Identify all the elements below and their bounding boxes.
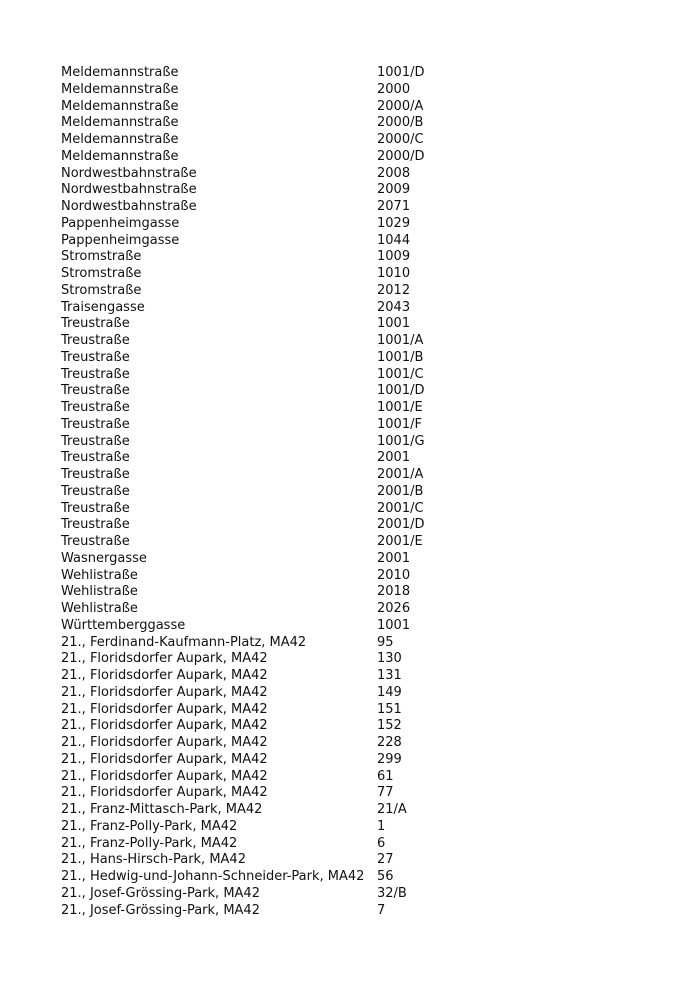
object-number: 2001	[377, 550, 411, 566]
object-number: 228	[377, 735, 402, 750]
object-number: 2000/B	[377, 115, 424, 131]
table-row	[61, 584, 621, 601]
street-name: Wehlistraße	[61, 567, 138, 583]
table-row	[61, 450, 621, 467]
street-name: 21., Floridsdorfer Aupark, MA42	[61, 668, 268, 683]
object-number: 299	[377, 751, 402, 767]
table-row	[61, 702, 621, 719]
street-name: Treustraße	[61, 416, 130, 432]
address-table	[61, 65, 621, 919]
street-name: Stromstraße	[61, 282, 142, 298]
table-row	[61, 903, 621, 920]
street-name: Treustraße	[61, 433, 130, 449]
object-number: 2026	[377, 601, 411, 616]
street-name: Treustraße	[61, 383, 130, 399]
street-name: 21., Ferdinand-Kaufmann-Platz, MA42	[61, 634, 307, 650]
object-number: 1001	[377, 617, 411, 633]
table-row	[61, 484, 621, 501]
table-row	[61, 115, 621, 132]
object-number: 131	[377, 668, 402, 683]
street-name: Meldemannstraße	[61, 115, 179, 131]
street-name: Württemberggasse	[61, 617, 186, 633]
object-number: 2009	[377, 182, 411, 198]
street-name: Nordwestbahnstraße	[61, 165, 197, 181]
table-row	[61, 166, 621, 183]
object-number: 1001/A	[377, 333, 424, 348]
table-row	[61, 149, 621, 166]
table-row	[61, 752, 621, 769]
object-number: 2012	[377, 282, 411, 298]
object-number: 2043	[377, 299, 411, 315]
table-row	[61, 383, 621, 400]
table-row	[61, 802, 621, 819]
table-row	[61, 819, 621, 836]
street-name: 21., Floridsdorfer Aupark, MA42	[61, 718, 268, 734]
object-number: 2000	[377, 81, 411, 97]
table-row	[61, 501, 621, 518]
table-row	[61, 635, 621, 652]
object-number: 151	[377, 701, 402, 717]
table-row	[61, 651, 621, 668]
street-name: Treustraße	[61, 316, 130, 332]
street-name: 21., Floridsdorfer Aupark, MA42	[61, 751, 268, 767]
table-row	[61, 300, 621, 317]
object-number: 1009	[377, 249, 411, 265]
table-row	[61, 852, 621, 869]
street-name: 21., Floridsdorfer Aupark, MA42	[61, 735, 268, 750]
object-number: 1	[377, 818, 386, 834]
object-number: 6	[377, 835, 386, 851]
table-row	[61, 668, 621, 685]
object-number: 1001/C	[377, 366, 424, 382]
object-number: 56	[377, 869, 394, 884]
table-row	[61, 869, 621, 886]
object-number: 152	[377, 718, 402, 734]
object-number: 2001/A	[377, 467, 424, 482]
street-name: Wehlistraße	[61, 601, 138, 616]
object-number: 2008	[377, 165, 411, 181]
street-name: Stromstraße	[61, 266, 142, 281]
street-name: 21., Floridsdorfer Aupark, MA42	[61, 701, 268, 717]
object-number: 7	[377, 902, 386, 918]
object-number: 77	[377, 785, 394, 801]
object-number: 2000/D	[377, 148, 425, 164]
street-name: Nordwestbahnstraße	[61, 182, 197, 198]
object-number: 21/A	[377, 802, 407, 817]
street-name: 21., Josef-Grössing-Park, MA42	[61, 885, 260, 901]
street-name: 21., Floridsdorfer Aupark, MA42	[61, 768, 268, 784]
object-number: 2000/A	[377, 98, 424, 114]
street-name: Wasnergasse	[61, 550, 147, 566]
street-name: Treustraße	[61, 534, 130, 549]
object-number: 2001/C	[377, 500, 424, 516]
street-name: Treustraße	[61, 333, 130, 348]
table-row	[61, 517, 621, 534]
street-name: 21., Franz-Polly-Park, MA42	[61, 818, 238, 834]
object-number: 1001/G	[377, 433, 425, 449]
street-name: Treustraße	[61, 366, 130, 382]
object-number: 1001/D	[377, 65, 425, 80]
table-row	[61, 568, 621, 585]
table-row	[61, 836, 621, 853]
object-number: 1001	[377, 316, 411, 332]
table-row	[61, 534, 621, 551]
table-row	[61, 886, 621, 903]
object-number: 130	[377, 651, 402, 667]
object-number: 1001/D	[377, 383, 425, 399]
table-row	[61, 233, 621, 250]
street-name: Stromstraße	[61, 249, 142, 265]
table-row	[61, 785, 621, 802]
table-row	[61, 316, 621, 333]
table-row	[61, 283, 621, 300]
table-row	[61, 199, 621, 216]
street-name: Treustraße	[61, 349, 130, 365]
street-name: Pappenheimgasse	[61, 215, 180, 231]
object-number: 1001/F	[377, 416, 422, 432]
object-number: 149	[377, 684, 402, 700]
table-row	[61, 735, 621, 752]
object-number: 2001	[377, 450, 411, 466]
table-row	[61, 249, 621, 266]
street-name: Nordwestbahnstraße	[61, 199, 197, 214]
table-row	[61, 417, 621, 434]
street-name: Pappenheimgasse	[61, 232, 180, 248]
object-number: 1044	[377, 232, 411, 248]
street-name: 21., Josef-Grössing-Park, MA42	[61, 902, 260, 918]
table-row	[61, 266, 621, 283]
object-number: 2001/B	[377, 483, 424, 499]
table-row	[61, 216, 621, 233]
table-row	[61, 65, 621, 82]
object-number: 2018	[377, 584, 411, 600]
street-name: 21., Floridsdorfer Aupark, MA42	[61, 651, 268, 667]
table-row	[61, 769, 621, 786]
street-name: Treustraße	[61, 500, 130, 516]
street-name: 21., Franz-Polly-Park, MA42	[61, 835, 238, 851]
table-row	[61, 82, 621, 99]
street-name: Meldemannstraße	[61, 132, 179, 147]
table-row	[61, 99, 621, 116]
street-name: Treustraße	[61, 517, 130, 533]
table-row	[61, 467, 621, 484]
object-number: 1001/B	[377, 349, 424, 365]
object-number: 1001/E	[377, 400, 423, 415]
object-number: 2071	[377, 199, 411, 214]
object-number: 61	[377, 768, 394, 784]
street-name: Wehlistraße	[61, 584, 138, 600]
street-name: 21., Hans-Hirsch-Park, MA42	[61, 852, 246, 868]
object-number: 2010	[377, 567, 411, 583]
street-name: 21., Floridsdorfer Aupark, MA42	[61, 785, 268, 801]
table-row	[61, 685, 621, 702]
object-number: 32/B	[377, 885, 407, 901]
street-name: Traisengasse	[61, 299, 145, 315]
street-name: 21., Franz-Mittasch-Park, MA42	[61, 802, 263, 817]
street-name: Meldemannstraße	[61, 98, 179, 114]
table-row	[61, 551, 621, 568]
table-row	[61, 350, 621, 367]
street-name: 21., Floridsdorfer Aupark, MA42	[61, 684, 268, 700]
object-number: 2000/C	[377, 132, 424, 147]
street-name: Meldemannstraße	[61, 65, 179, 80]
object-number: 2001/E	[377, 534, 423, 549]
table-row	[61, 601, 621, 618]
street-name: 21., Hedwig-und-Johann-Schneider-Park, MA42	[61, 869, 365, 884]
street-name: Treustraße	[61, 467, 130, 482]
street-name: Treustraße	[61, 450, 130, 466]
object-number: 95	[377, 634, 394, 650]
table-row	[61, 182, 621, 199]
table-row	[61, 718, 621, 735]
street-name: Treustraße	[61, 400, 130, 415]
object-number: 1029	[377, 215, 411, 231]
table-row	[61, 434, 621, 451]
object-number: 1010	[377, 266, 411, 281]
street-name: Treustraße	[61, 483, 130, 499]
table-row	[61, 400, 621, 417]
table-row	[61, 367, 621, 384]
table-row	[61, 618, 621, 635]
table-row	[61, 132, 621, 149]
object-number: 27	[377, 852, 394, 868]
street-name: Meldemannstraße	[61, 148, 179, 164]
street-name: Meldemannstraße	[61, 81, 179, 97]
object-number: 2001/D	[377, 517, 425, 533]
table-row	[61, 333, 621, 350]
